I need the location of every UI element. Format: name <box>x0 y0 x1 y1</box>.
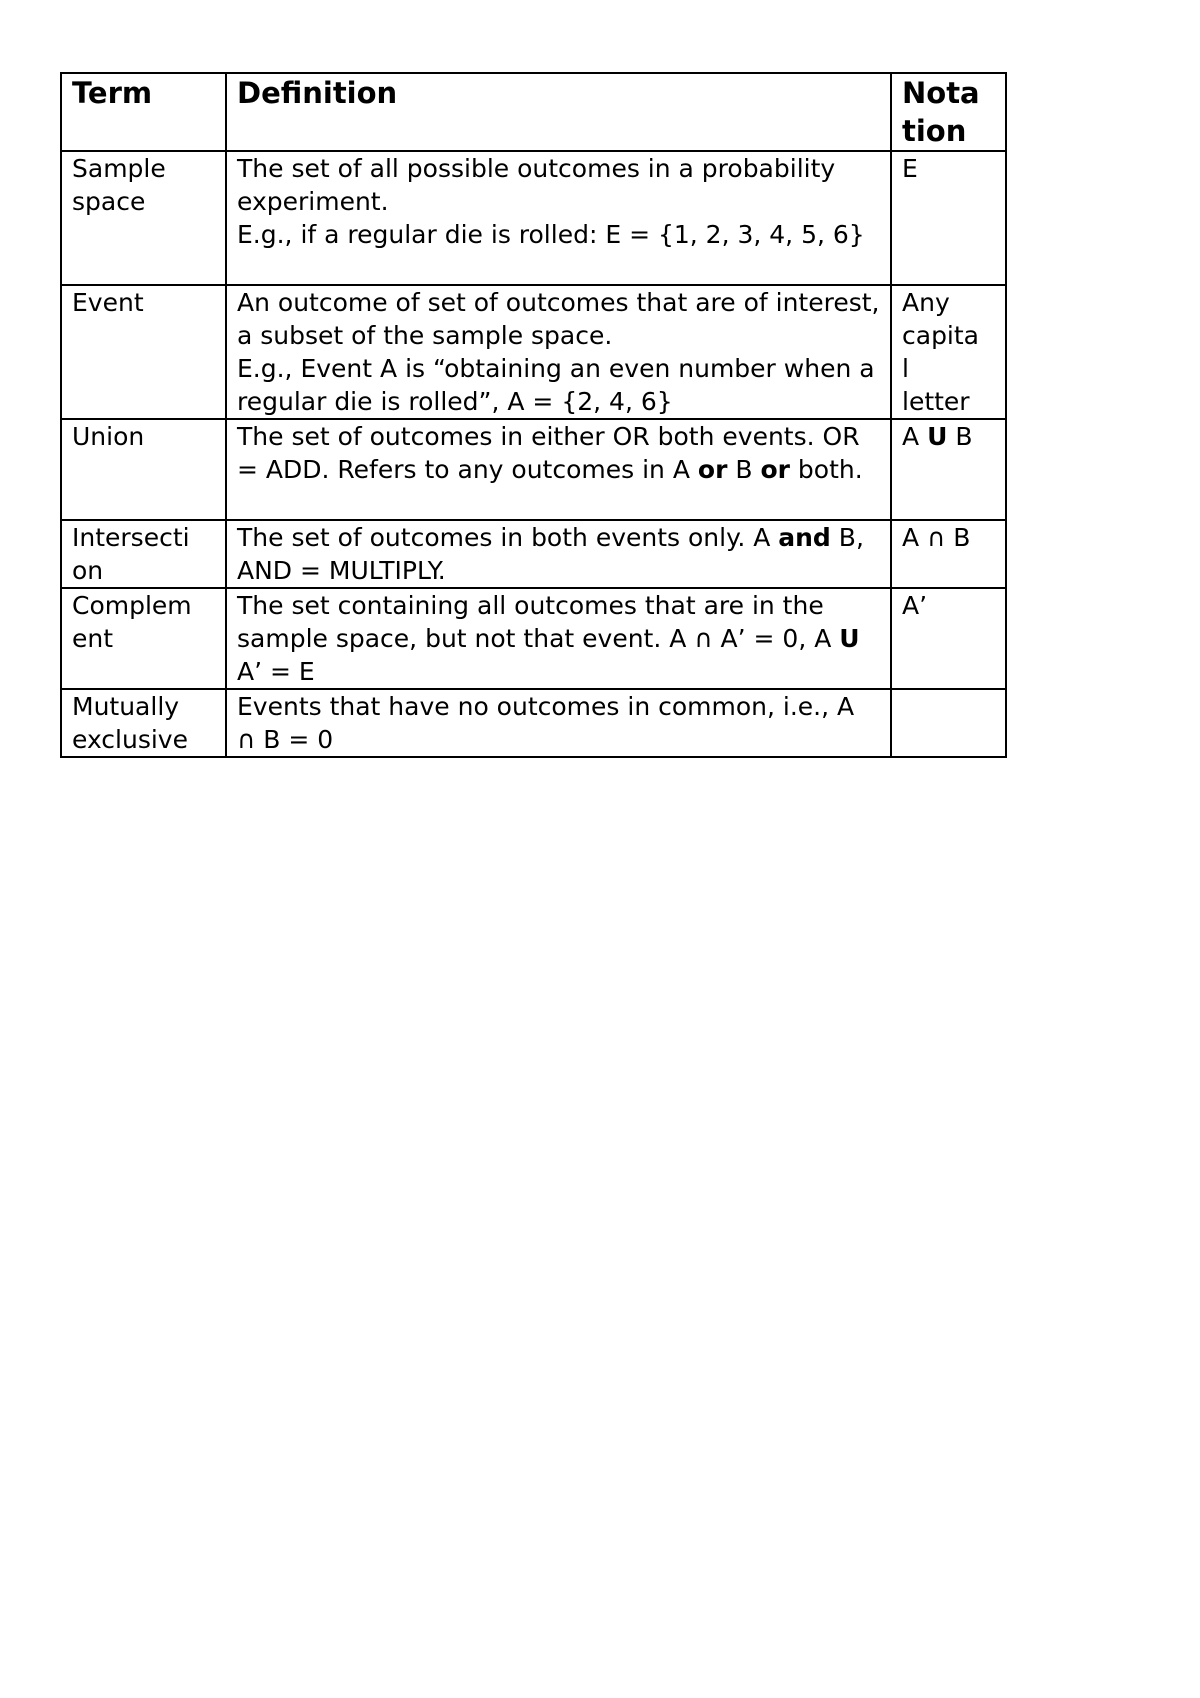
definition-bold-or: or <box>760 455 790 484</box>
notation-cell: A’ <box>891 588 1006 689</box>
definition-cell <box>226 588 891 689</box>
definition-text: The set containing all outcomes that are in the sample space, but not that event. A ∩ A’ = 0, A <box>237 591 840 653</box>
table-row-mutually-exclusive <box>61 689 1006 757</box>
definition-text: The set of outcomes in both events only. A <box>237 523 779 552</box>
header-notation-line-1: Nota <box>902 76 980 110</box>
notation-line-2: capita <box>902 321 980 350</box>
header-definition: Definition <box>226 73 891 151</box>
term-line-2: space <box>72 187 146 216</box>
definition-text: The set of all possible outcomes in a probability experiment. <box>237 154 836 216</box>
notation-line-3: l <box>902 354 909 383</box>
notation-cell: E <box>891 151 1006 285</box>
term-cell <box>61 151 226 285</box>
definition-cell <box>226 151 891 285</box>
header-term: Term <box>61 73 226 151</box>
term-line-1: Complem <box>72 591 192 620</box>
definition-text: An outcome of set of outcomes that are of interest, a subset of the sample space. <box>237 288 880 350</box>
table-row-event <box>61 285 1006 419</box>
notation-cell <box>891 689 1006 757</box>
definition-text: B, AND = MULTIPLY. <box>237 523 864 585</box>
definition-bold-or: or <box>697 455 728 484</box>
definition-text: A’ = E <box>237 657 315 686</box>
header-notation <box>891 73 1006 151</box>
header-row <box>61 73 1006 151</box>
term-cell: Union <box>61 419 226 520</box>
term-line-1: Mutually <box>72 692 180 721</box>
term-line-1: Intersecti <box>72 523 190 552</box>
table-row-sample-space <box>61 151 1006 285</box>
header-notation-line-2: tion <box>902 114 967 148</box>
term-line-2: exclusive <box>72 725 188 754</box>
term-cell <box>61 689 226 757</box>
union-symbol: U <box>927 422 948 451</box>
definition-text: The set of outcomes in either OR both events. OR = ADD. Refers to any outcomes in A <box>237 422 860 484</box>
definition-cell <box>226 419 891 520</box>
union-symbol: U <box>839 624 860 653</box>
notation-cell <box>891 285 1006 419</box>
table-row-union <box>61 419 1006 520</box>
definition-cell: Events that have no outcomes in common, i.e., A ∩ B = 0 <box>226 689 891 757</box>
definition-bold-and: and <box>778 523 831 552</box>
notation-cell: A ∩ B <box>891 520 1006 588</box>
notation-text: B <box>947 422 973 451</box>
table-row-intersection <box>61 520 1006 588</box>
definition-cell <box>226 285 891 419</box>
term-line-2: ent <box>72 624 114 653</box>
notation-line-1: Any <box>902 288 950 317</box>
definition-example: E.g., Event A is “obtaining an even number when a regular die is rolled”, A = {2, 4, 6} <box>237 354 875 416</box>
definition-cell <box>226 520 891 588</box>
term-cell: Event <box>61 285 226 419</box>
probability-terms-table <box>60 72 1007 758</box>
notation-text: A <box>902 422 928 451</box>
term-line-2: on <box>72 556 104 585</box>
term-cell <box>61 520 226 588</box>
table-row-complement <box>61 588 1006 689</box>
notation-line-4: letter <box>902 387 970 416</box>
definition-text: both. <box>789 455 863 484</box>
term-cell <box>61 588 226 689</box>
term-line-1: Sample <box>72 154 166 183</box>
notation-cell <box>891 419 1006 520</box>
definition-text: B <box>727 455 761 484</box>
definition-example: E.g., if a regular die is rolled: E = {1, 2, 3, 4, 5, 6} <box>237 220 865 249</box>
